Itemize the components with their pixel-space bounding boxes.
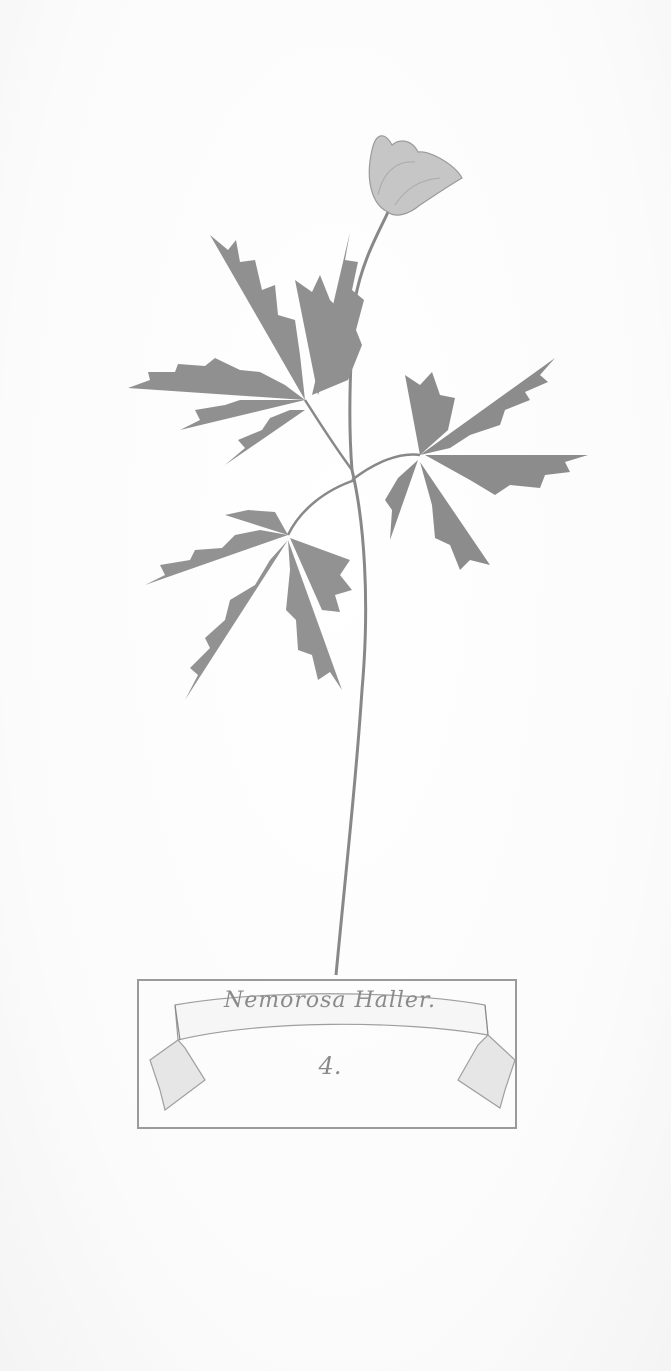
flower-bud: [369, 136, 462, 215]
leaf-lower-left: [145, 510, 352, 700]
branch-stem-lower: [288, 480, 355, 535]
label-species-name: Nemorosa Haller.: [223, 988, 437, 1013]
branch-stem-left: [305, 400, 352, 470]
label-number: 4.: [318, 1052, 342, 1080]
leaf-right: [385, 358, 588, 570]
leaf-upper-left: [128, 232, 364, 465]
